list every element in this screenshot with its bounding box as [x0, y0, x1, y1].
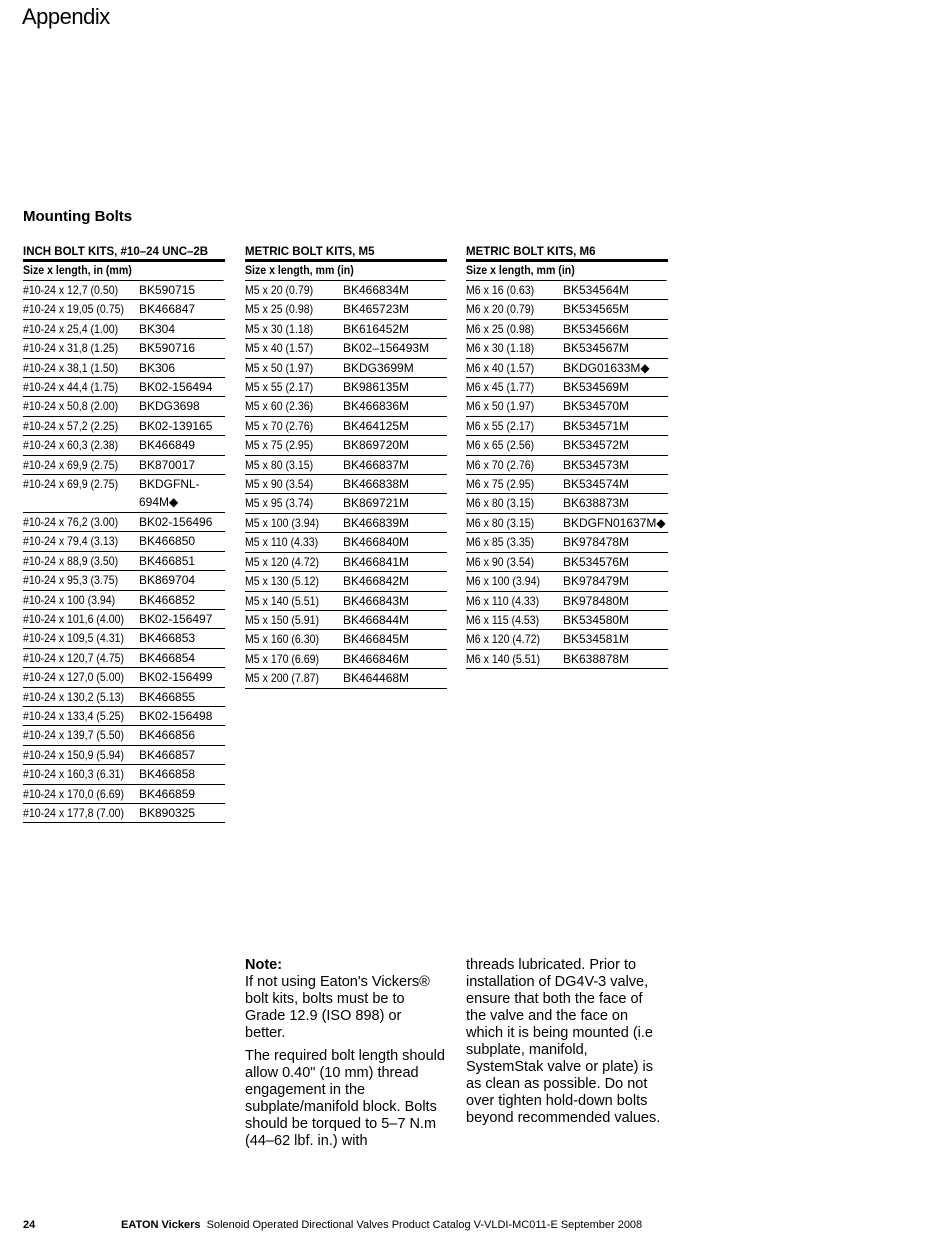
bolt-size-cell: [245, 553, 343, 571]
bolt-size-text: #10-24 x 69,9 (2.75): [23, 457, 119, 472]
bolt-size-text: #10-24 x 88,9 (3.50): [23, 553, 119, 568]
bolt-size-cell: [466, 475, 563, 493]
kit-number-cell: BK870017: [139, 457, 196, 472]
kit-number-cell: BK534564M: [563, 283, 630, 297]
kit-number-cell: BK466856: [139, 728, 196, 743]
kit-number-cell: BK464125M: [343, 418, 410, 433]
inch-bolt-kits-table: [23, 245, 225, 823]
bolt-size-text: M5 x 25 (0.98): [245, 302, 314, 317]
kit-number-cell: BK869720M: [343, 438, 410, 453]
kit-number-cell: BK02-156498: [139, 708, 213, 723]
kit-number-cell: BK590716: [139, 341, 196, 356]
bolt-size-cell: [23, 378, 139, 396]
bolt-size-cell: [23, 417, 139, 435]
kit-number-cell: BK978480M: [563, 593, 630, 608]
bolt-size-cell: [245, 359, 343, 377]
kit-number-cell: BK466845M: [343, 632, 410, 647]
table-row: [466, 650, 668, 669]
bolt-size-text: M6 x 80 (3.15): [466, 515, 535, 530]
bolt-size-text: M5 x 120 (4.72): [245, 554, 319, 569]
table-row: [23, 359, 225, 378]
table-row: [466, 417, 668, 436]
kit-number-cell: BK466836M: [343, 399, 410, 414]
kit-number-cell: BKDGFNL-694M◆: [139, 477, 200, 510]
table-row: [23, 320, 225, 339]
table-row: [23, 397, 225, 416]
kit-number-cell: BK465723M: [343, 302, 410, 317]
bolt-size-cell: [466, 572, 563, 590]
bolt-size-cell: [23, 707, 139, 725]
bolt-size-cell: [466, 630, 563, 648]
table-row: [466, 320, 668, 339]
table-row: [23, 475, 225, 513]
bolt-size-cell: [466, 281, 563, 299]
bolt-size-text: M6 x 45 (1.77): [466, 380, 535, 395]
kit-number-cell: BKDG3698: [139, 399, 200, 414]
bolt-size-cell: [466, 339, 563, 357]
bolt-size-text: M6 x 115 (4.53): [466, 612, 540, 627]
bolt-size-text: M6 x 65 (2.56): [466, 438, 535, 453]
bolt-size-text: M5 x 160 (6.30): [245, 632, 319, 647]
page-number: 24: [23, 1219, 36, 1231]
kit-number-cell: BK616452M: [343, 321, 410, 336]
bolt-size-text: M5 x 140 (5.51): [245, 593, 319, 608]
bolt-size-cell: [23, 746, 139, 764]
table-row: [245, 572, 447, 591]
table-title: INCH BOLT KITS, #10–24 UNC–2B: [23, 245, 225, 262]
table-row: [23, 436, 225, 455]
bolt-size-cell: [466, 611, 563, 629]
bolt-size-text: M6 x 90 (3.54): [466, 554, 535, 569]
table-row: [23, 707, 225, 726]
bolt-size-cell: [466, 514, 563, 532]
bolt-size-text: M5 x 70 (2.76): [245, 418, 314, 433]
bolt-size-cell: [466, 417, 563, 435]
page-footer: [23, 1219, 923, 1231]
table-row: [23, 649, 225, 668]
bolt-size-text: #10-24 x 130,2 (5.13): [23, 689, 124, 704]
kit-number-cell: BK466841M: [343, 554, 410, 569]
table-row: [245, 650, 447, 669]
kit-number-cell: BK304: [139, 321, 176, 336]
bolt-size-cell: [466, 397, 563, 415]
bolt-size-text: M5 x 150 (5.91): [245, 612, 319, 627]
bolt-size-text: #10-24 x 44,4 (1.75): [23, 380, 119, 395]
bolt-size-cell: [245, 281, 343, 299]
bolt-size-cell: [245, 514, 343, 532]
bolt-size-cell: [23, 475, 139, 512]
kit-number-cell: BK466840M: [343, 535, 410, 550]
bolt-size-cell: [23, 591, 139, 609]
kit-number-cell: BK02-156499: [139, 670, 213, 685]
table-row: [466, 378, 668, 397]
bolt-size-text: #10-24 x 120,7 (4.75): [23, 650, 124, 665]
bolt-size-cell: [245, 494, 343, 512]
footer-brand: EATON Vickers: [121, 1219, 201, 1231]
table-title: METRIC BOLT KITS, M6: [466, 245, 668, 262]
table-row: [245, 378, 447, 397]
bolt-size-text: #10-24 x 95,3 (3.75): [23, 573, 119, 588]
kit-number-cell: BK466843M: [343, 593, 410, 608]
table-row: [23, 513, 225, 532]
kit-number-cell: BK02-156496: [139, 514, 213, 529]
table-row: [23, 571, 225, 590]
bolt-size-cell: [23, 804, 139, 822]
kit-number-cell: BK869721M: [343, 496, 410, 511]
kit-number-cell: BK869704: [139, 573, 196, 588]
bolt-size-text: M5 x 110 (4.33): [245, 535, 319, 550]
bolt-size-cell: [23, 785, 139, 803]
kit-number-cell: BK978479M: [563, 574, 630, 589]
table-title: METRIC BOLT KITS, M5: [245, 245, 447, 262]
page-header-title: Appendix: [22, 4, 110, 29]
table-row: [23, 300, 225, 319]
kit-number-cell: BK890325: [139, 805, 196, 820]
table-row: [23, 339, 225, 358]
kit-number-cell: BK638878M: [563, 651, 630, 666]
bolt-size-text: M6 x 75 (2.95): [466, 477, 535, 492]
note-column-2: [466, 957, 666, 1133]
table-row: [245, 553, 447, 572]
bolt-size-cell: [23, 300, 139, 318]
bolt-size-cell: [245, 630, 343, 648]
bolt-size-text: M6 x 140 (5.51): [466, 651, 540, 666]
kit-number-cell: BK466844M: [343, 612, 410, 627]
kit-number-cell: BK534569M: [563, 380, 630, 395]
bolt-size-cell: [23, 668, 139, 686]
bolt-size-text: #10-24 x 133,4 (5.25): [23, 708, 124, 723]
bolt-size-text: M6 x 50 (1.97): [466, 399, 535, 414]
bolt-size-cell: [245, 456, 343, 474]
table-row: [466, 533, 668, 552]
bolt-size-text: M5 x 130 (5.12): [245, 574, 319, 589]
table-row: [23, 378, 225, 397]
bolt-size-cell: [245, 611, 343, 629]
bolt-size-cell: [245, 669, 343, 687]
table-row: [466, 630, 668, 649]
bolt-size-cell: [23, 436, 139, 454]
table-row: [245, 533, 447, 552]
bolt-size-text: M5 x 80 (3.15): [245, 457, 314, 472]
note-paragraph-3: threads lubricated. Prior to installation of DG4V-3 valve, ensure that both the face of the valve and the face on which it is being mounted (i.e subplate, manifold, SystemStak valve or plate) is as clean as possible. Do not over tighten hold-down bolts beyond recommended values.: [466, 957, 661, 1126]
table-row: [245, 281, 447, 300]
kit-number-cell: BK534567M: [563, 341, 630, 356]
bolt-size-cell: [245, 533, 343, 551]
kit-number-cell: BK534574M: [563, 477, 630, 492]
kit-number-cell: BK534565M: [563, 302, 630, 317]
bolt-size-cell: [23, 649, 139, 667]
table-row: [466, 436, 668, 455]
bolt-size-cell: [245, 320, 343, 338]
table-row: [23, 591, 225, 610]
bolt-size-text: #10-24 x 100 (3.94): [23, 592, 116, 607]
table-row: [23, 765, 225, 784]
table-row: [245, 669, 447, 688]
kit-number-cell: BK466847: [139, 302, 196, 317]
table-subheader: Size x length, mm (in): [245, 262, 446, 281]
kit-number-cell: BK466842M: [343, 574, 410, 589]
bolt-size-cell: [245, 417, 343, 435]
bolt-size-text: M5 x 100 (3.94): [245, 515, 319, 530]
kit-number-cell: BK534581M: [563, 632, 630, 647]
table-row: [245, 456, 447, 475]
bolt-size-cell: [245, 378, 343, 396]
table-row: [245, 475, 447, 494]
bolt-size-text: #10-24 x 57,2 (2.25): [23, 418, 119, 433]
bolt-size-cell: [245, 572, 343, 590]
table-row: [466, 339, 668, 358]
table-row: [245, 514, 447, 533]
kit-number-cell: BK534580M: [563, 612, 630, 627]
table-row: [23, 417, 225, 436]
bolt-size-text: M6 x 30 (1.18): [466, 341, 535, 356]
kit-number-cell: BK466854: [139, 650, 196, 665]
kit-number-cell: BK534571M: [563, 418, 630, 433]
bolt-size-cell: [466, 494, 563, 512]
table-row: [245, 359, 447, 378]
table-subheader: Size x length, in (mm): [23, 262, 224, 281]
kit-number-cell: BK02-156494: [139, 380, 213, 395]
kit-number-cell: BK466838M: [343, 477, 410, 492]
kit-number-cell: BK466850: [139, 534, 196, 549]
bolt-size-text: M6 x 110 (4.33): [466, 593, 540, 608]
kit-number-cell: BK466853: [139, 631, 196, 646]
bolt-size-text: M5 x 95 (3.74): [245, 496, 314, 511]
kit-number-cell: BKDGFN01637M◆: [563, 515, 666, 530]
table-row: [466, 553, 668, 572]
kit-number-cell: BK466834M: [343, 283, 410, 297]
kit-number-cell: BK638873M: [563, 496, 630, 511]
bolt-size-text: M5 x 30 (1.18): [245, 321, 314, 336]
kit-number-cell: BK590715: [139, 283, 196, 297]
kit-number-cell: BK534572M: [563, 438, 630, 453]
table-row: [23, 552, 225, 571]
bolt-size-text: M5 x 50 (1.97): [245, 360, 314, 375]
bolt-size-cell: [23, 552, 139, 570]
bolt-size-cell: [23, 456, 139, 474]
bolt-size-text: M6 x 25 (0.98): [466, 321, 535, 336]
bolt-size-cell: [466, 456, 563, 474]
bolt-size-cell: [245, 650, 343, 668]
bolt-size-text: #10-24 x 109,5 (4.31): [23, 631, 124, 646]
table-row: [23, 726, 225, 745]
bolt-size-cell: [23, 359, 139, 377]
table-row: [466, 592, 668, 611]
table-row: [245, 417, 447, 436]
table-row: [23, 688, 225, 707]
kit-number-cell: BK466852: [139, 592, 196, 607]
table-row: [23, 456, 225, 475]
metric-m6-bolt-kits-table: [466, 245, 668, 669]
bolt-size-cell: [23, 610, 139, 628]
table-row: [23, 785, 225, 804]
table-row: [466, 611, 668, 630]
bolt-size-text: M6 x 20 (0.79): [466, 302, 535, 317]
bolt-size-cell: [23, 281, 139, 299]
bolt-size-text: #10-24 x 60,3 (2.38): [23, 438, 119, 453]
bolt-size-text: #10-24 x 170,0 (6.69): [23, 786, 124, 801]
table-row: [466, 281, 668, 300]
table-subheader: Size x length, mm (in): [466, 262, 667, 281]
bolt-size-cell: [466, 359, 563, 377]
bolt-size-text: M5 x 60 (2.36): [245, 399, 314, 414]
table-row: [23, 629, 225, 648]
kit-number-cell: BK466839M: [343, 515, 410, 530]
table-row: [466, 397, 668, 416]
table-row: [245, 592, 447, 611]
kit-number-cell: BK534573M: [563, 457, 630, 472]
kit-number-cell: BK466849: [139, 438, 196, 453]
bolt-size-cell: [23, 397, 139, 415]
bolt-size-text: M6 x 80 (3.15): [466, 496, 535, 511]
bolt-size-cell: [466, 592, 563, 610]
bolt-size-text: M6 x 55 (2.17): [466, 418, 535, 433]
bolt-size-cell: [245, 339, 343, 357]
table-row: [466, 475, 668, 494]
table-row: [245, 630, 447, 649]
bolt-size-cell: [245, 436, 343, 454]
bolt-size-text: M6 x 100 (3.94): [466, 574, 540, 589]
kit-number-cell: BK464468M: [343, 671, 410, 686]
bolt-size-text: #10-24 x 139,7 (5.50): [23, 728, 124, 743]
bolt-size-text: M6 x 70 (2.76): [466, 457, 535, 472]
note-paragraph-1: If not using Eaton's Vickers® bolt kits, bolts must be to Grade 12.9 (ISO 898) or better.: [245, 974, 430, 1041]
bolt-size-cell: [23, 765, 139, 783]
bolt-size-text: M5 x 20 (0.79): [245, 283, 314, 297]
bolt-size-cell: [245, 475, 343, 493]
kit-number-cell: BK466837M: [343, 457, 410, 472]
bolt-size-text: M6 x 16 (0.63): [466, 283, 535, 297]
kit-number-cell: BK534570M: [563, 399, 630, 414]
kit-number-cell: BK986135M: [343, 380, 410, 395]
table-row: [245, 611, 447, 630]
bolt-size-cell: [466, 320, 563, 338]
bolt-size-cell: [23, 688, 139, 706]
bolt-size-text: #10-24 x 101,6 (4.00): [23, 611, 124, 626]
kit-number-cell: BK02–156493M: [343, 341, 430, 356]
bolt-size-text: #10-24 x 38,1 (1.50): [23, 360, 119, 375]
bolt-size-text: M5 x 90 (3.54): [245, 477, 314, 492]
bolt-size-cell: [23, 513, 139, 531]
bolt-size-cell: [466, 378, 563, 396]
bolt-size-text: M6 x 40 (1.57): [466, 360, 535, 375]
table-row: [23, 532, 225, 551]
bolt-size-cell: [23, 339, 139, 357]
table-row: [23, 668, 225, 687]
bolt-size-text: M5 x 55 (2.17): [245, 380, 314, 395]
bolt-size-cell: [23, 629, 139, 647]
table-row: [23, 281, 225, 300]
bolt-size-text: #10-24 x 150,9 (5.94): [23, 747, 124, 762]
bolt-size-text: M6 x 120 (4.72): [466, 632, 540, 647]
bolt-size-text: M5 x 200 (7.87): [245, 671, 319, 686]
kit-number-cell: BK978478M: [563, 535, 630, 550]
bolt-size-text: M5 x 40 (1.57): [245, 341, 314, 356]
kit-number-cell: BK534576M: [563, 554, 630, 569]
table-row: [245, 339, 447, 358]
footer-catalog-info: Solenoid Operated Directional Valves Product Catalog V-VLDI-MC011-E September 2008: [206, 1219, 643, 1231]
kit-number-cell: BK466846M: [343, 651, 410, 666]
bolt-size-cell: [245, 592, 343, 610]
bolt-size-cell: [466, 533, 563, 551]
bolt-size-text: #10-24 x 19,05 (0.75): [23, 302, 124, 317]
table-row: [466, 572, 668, 591]
table-row: [466, 514, 668, 533]
bolt-size-text: #10-24 x 79,4 (3.13): [23, 534, 119, 549]
bolt-size-cell: [23, 320, 139, 338]
kit-number-cell: BKDG3699M: [343, 360, 414, 375]
table-row: [23, 610, 225, 629]
kit-number-cell: BK466859: [139, 786, 196, 801]
bolt-size-cell: [23, 726, 139, 744]
bolt-size-text: M5 x 75 (2.95): [245, 438, 314, 453]
table-row: [245, 320, 447, 339]
kit-number-cell: BKDG01633M◆: [563, 360, 650, 375]
bolt-size-text: #10-24 x 50,8 (2.00): [23, 399, 119, 414]
table-row: [245, 494, 447, 513]
bolt-size-text: #10-24 x 76,2 (3.00): [23, 514, 119, 529]
bolt-size-text: M5 x 170 (6.69): [245, 651, 319, 666]
bolt-size-text: #10-24 x 177,8 (7.00): [23, 805, 124, 820]
bolt-size-cell: [466, 300, 563, 318]
bolt-size-cell: [466, 650, 563, 668]
bolt-size-text: #10-24 x 25,4 (1.00): [23, 321, 119, 336]
kit-number-cell: BK466857: [139, 747, 196, 762]
table-row: [466, 300, 668, 319]
bolt-size-text: M6 x 85 (3.35): [466, 535, 535, 550]
section-title: Mounting Bolts: [23, 208, 133, 225]
kit-number-cell: BK02-156497: [139, 611, 213, 626]
bolt-size-cell: [23, 532, 139, 550]
bolt-size-cell: [466, 553, 563, 571]
bolt-size-text: #10-24 x 69,9 (2.75): [23, 477, 119, 492]
kit-number-cell: BK534566M: [563, 321, 630, 336]
kit-number-cell: BK466851: [139, 553, 196, 568]
table-row: [466, 456, 668, 475]
bolt-size-cell: [23, 571, 139, 589]
table-row: [245, 300, 447, 319]
metric-m5-bolt-kits-table: [245, 245, 447, 689]
bolt-size-cell: [466, 436, 563, 454]
table-row: [245, 436, 447, 455]
bolt-size-cell: [245, 397, 343, 415]
kit-number-cell: BK306: [139, 360, 176, 375]
table-row: [23, 746, 225, 765]
kit-number-cell: BK02-139165: [139, 418, 213, 433]
note-column-1: [245, 957, 445, 1156]
table-row: [23, 804, 225, 823]
bolt-size-text: #10-24 x 127,0 (5.00): [23, 670, 124, 685]
table-row: [245, 397, 447, 416]
bolt-size-text: #10-24 x 160,3 (6.31): [23, 767, 124, 782]
bolt-size-cell: [245, 300, 343, 318]
kit-number-cell: BK466855: [139, 689, 196, 704]
kit-number-cell: BK466858: [139, 767, 196, 782]
table-row: [466, 359, 668, 378]
bolt-size-text: #10-24 x 12,7 (0.50): [23, 283, 119, 297]
note-label: Note:: [245, 957, 283, 973]
note-paragraph-2: The required bolt length should allow 0.40" (10 mm) thread engagement in the subplate/manifold block. Bolts should be torqued to 5–7 N.m (44–62 lbf. in.) with: [245, 1048, 445, 1149]
table-row: [466, 494, 668, 513]
bolt-size-text: #10-24 x 31,8 (1.25): [23, 341, 119, 356]
